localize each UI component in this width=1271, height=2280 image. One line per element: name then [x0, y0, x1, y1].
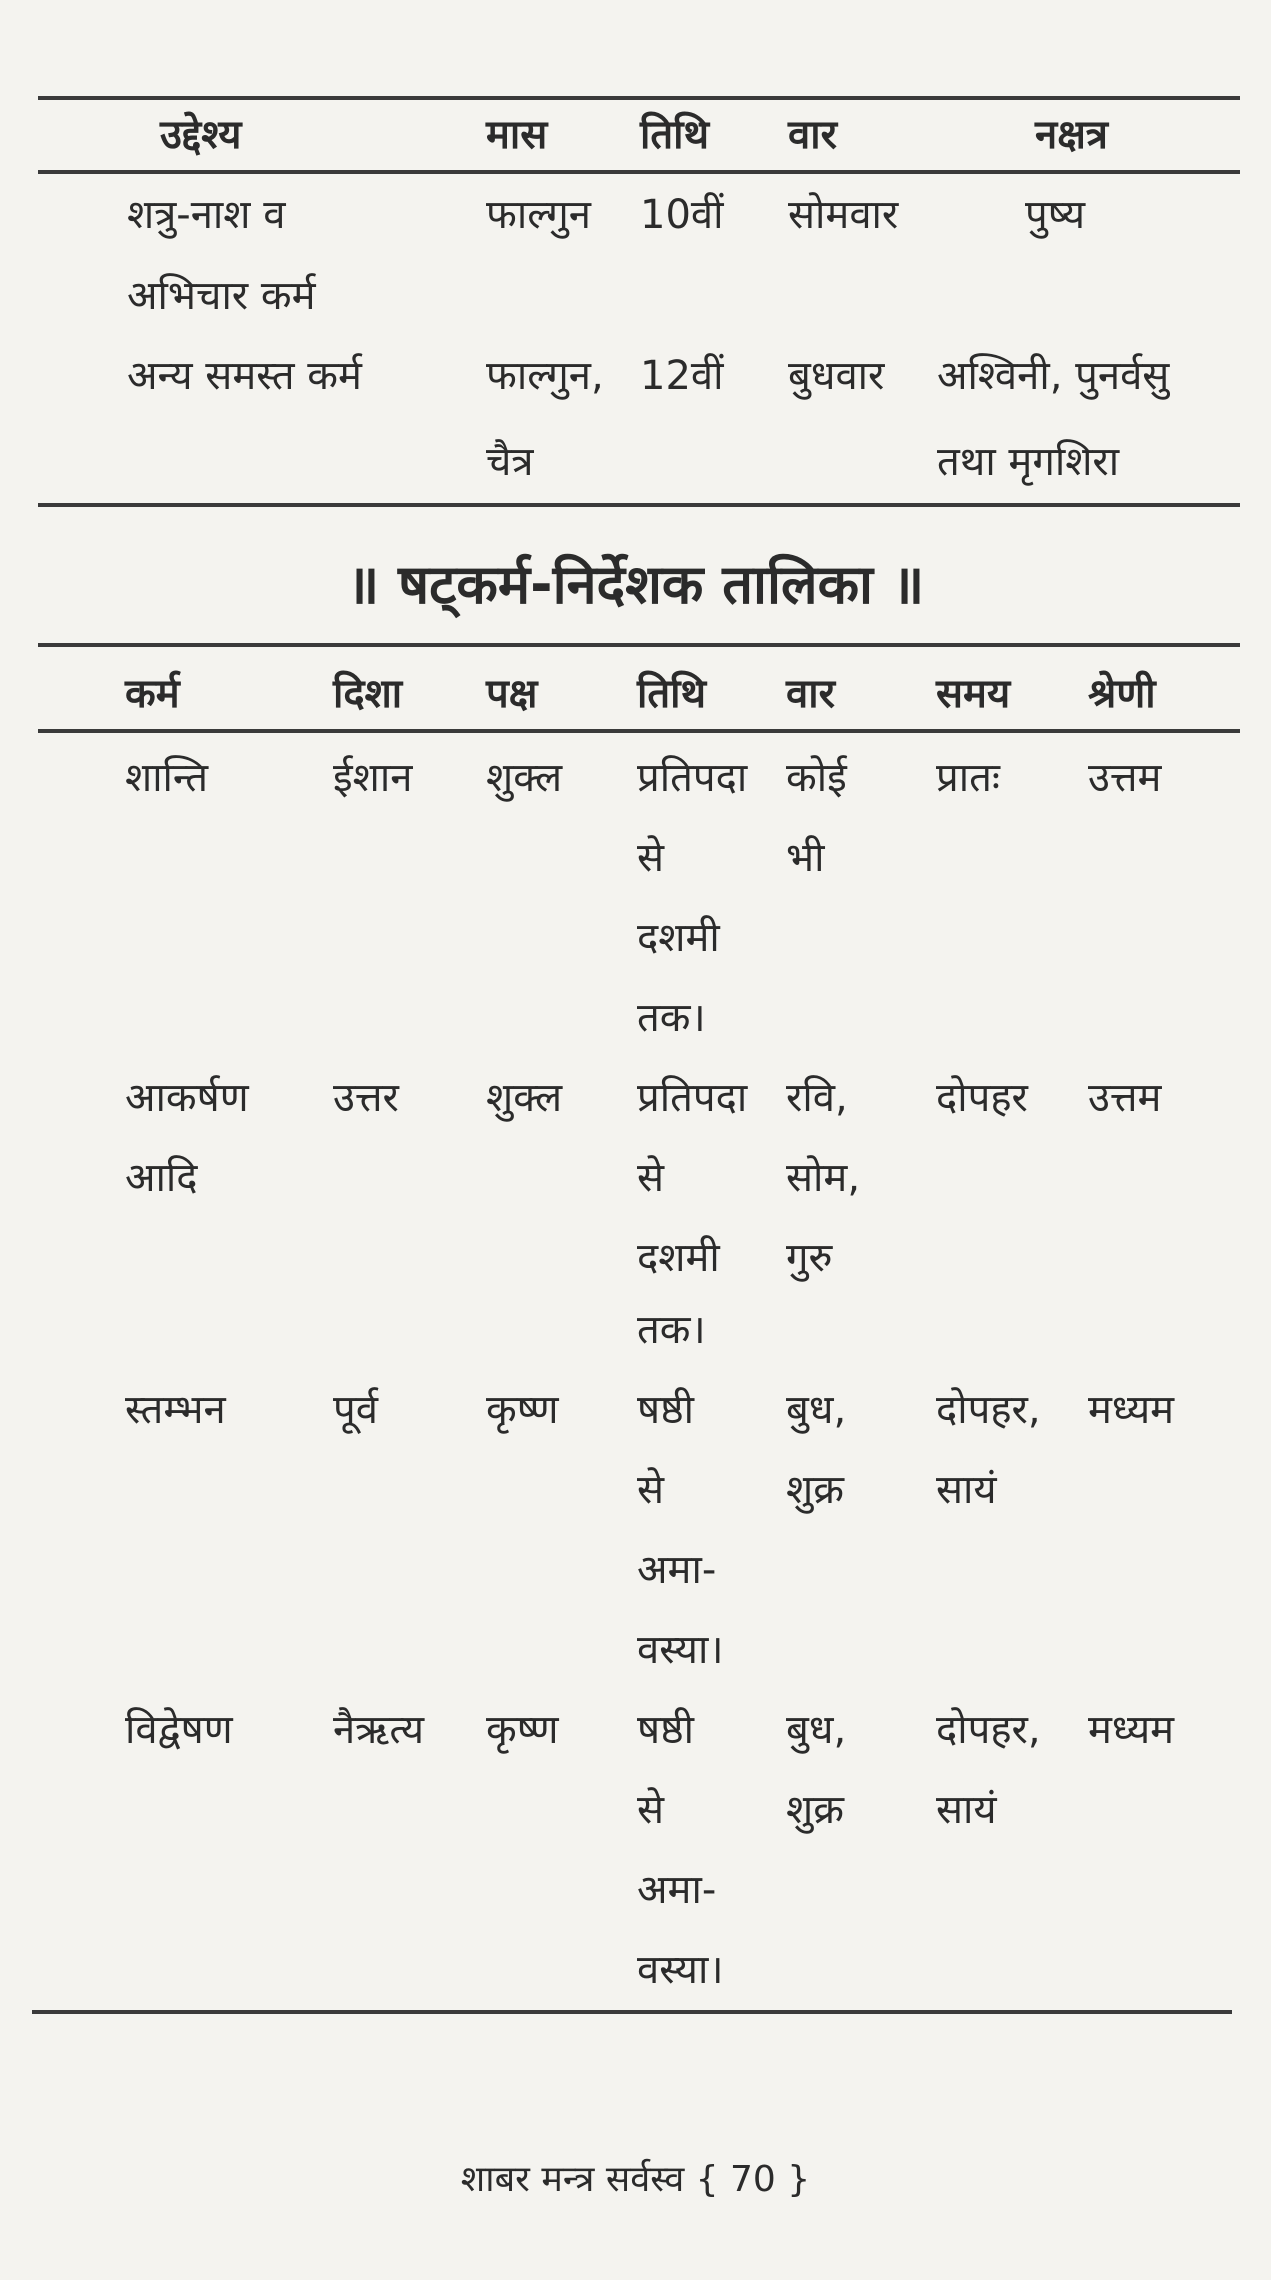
table2-row1-tithi-l3: दशमी	[637, 915, 720, 961]
table2-row2-vaar-l3: गुरु	[786, 1235, 833, 1281]
table1-header-tithi: तिथि	[640, 112, 710, 158]
table1-header-maas: मास	[486, 112, 548, 158]
table2-row3-vaar-l1: बुध,	[786, 1387, 847, 1433]
table2-row1-vaar-l1: कोई	[786, 755, 847, 801]
table1-header-vaar: वार	[788, 112, 837, 158]
table2-row4-tithi-l3: अमा-	[637, 1867, 717, 1913]
table2-bottom-rule	[32, 2010, 1232, 2014]
table1-row2-nakshatra-line1: अश्विनी, पुनर्वसु	[937, 353, 1170, 399]
table2-row2-shreni: उत्तम	[1088, 1075, 1162, 1121]
table2-header-tithi: तिथि	[637, 671, 707, 717]
table1-row2-nakshatra-line2: तथा मृगशिरा	[937, 439, 1120, 485]
table2-row3-disha: पूर्व	[333, 1387, 378, 1433]
table2-row2-paksha: शुक्ल	[486, 1075, 563, 1121]
table1-row2-maas-line1: फाल्गुन,	[486, 353, 604, 399]
table2-row2-tithi-l4: तक।	[637, 1307, 706, 1353]
table2-top-rule	[38, 643, 1240, 647]
table1-row1-uddeshya-line1: शत्रु-नाश व	[127, 192, 286, 238]
table2-row4-vaar-l1: बुध,	[786, 1707, 847, 1753]
table2-row4-karma: विद्वेषण	[125, 1707, 233, 1753]
table2-header-shreni: श्रेणी	[1088, 671, 1156, 717]
table2-row3-tithi-l1: षष्ठी	[637, 1387, 695, 1433]
table2-header-paksha: पक्ष	[486, 671, 538, 717]
table2-row3-shreni: मध्यम	[1088, 1387, 1175, 1433]
page-footer: शाबर मन्त्र सर्वस्व { 70 }	[460, 2159, 811, 2200]
table1-row2-maas-line2: चैत्र	[486, 439, 534, 485]
table2-row1-karma: शान्ति	[125, 755, 209, 801]
table2-row3-tithi-l2: से	[637, 1467, 665, 1513]
table2-row3-samay-l2: सायं	[936, 1467, 997, 1513]
table2-row3-vaar-l2: शुक्र	[786, 1467, 844, 1513]
table2-row3-karma: स्तम्भन	[125, 1387, 226, 1433]
table2-row2-samay: दोपहर	[936, 1075, 1028, 1121]
table1-row2-vaar: बुधवार	[788, 353, 885, 399]
page-title: ॥ षट्कर्म-निर्देशक तालिका ॥	[346, 553, 925, 616]
table2-row1-disha: ईशान	[333, 755, 413, 801]
table2-row3-paksha: कृष्ण	[486, 1387, 559, 1433]
table2-row3-tithi-l4: वस्या।	[637, 1627, 724, 1673]
table1-row2-tithi: 12वीं	[640, 353, 724, 399]
table1-bottom-rule	[38, 503, 1240, 507]
table2-row4-samay-l2: सायं	[936, 1787, 997, 1833]
table2-row2-tithi-l2: से	[637, 1155, 665, 1201]
table2-row2-vaar-l2: सोम,	[786, 1155, 861, 1201]
table2-row1-vaar-l2: भी	[786, 835, 825, 881]
table2-row1-tithi-l2: से	[637, 835, 665, 881]
table2-row2-karma-l1: आकर्षण	[125, 1075, 249, 1121]
table1-row1-nakshatra: पुष्य	[1025, 192, 1086, 238]
table1-row2-uddeshya: अन्य समस्त कर्म	[127, 353, 362, 399]
table2-row4-samay-l1: दोपहर,	[936, 1707, 1041, 1753]
table1-row1-maas: फाल्गुन	[486, 192, 591, 238]
table2-row4-paksha: कृष्ण	[486, 1707, 559, 1753]
table2-row4-tithi-l4: वस्या।	[637, 1947, 724, 1993]
table2-row4-tithi-l2: से	[637, 1787, 665, 1833]
table2-header-samay: समय	[936, 671, 1011, 717]
table2-row4-disha: नैऋत्य	[333, 1707, 425, 1753]
table2-row2-tithi-l1: प्रतिपदा	[637, 1075, 748, 1121]
table2-header-disha: दिशा	[333, 671, 403, 717]
table2-row1-tithi-l1: प्रतिपदा	[637, 755, 748, 801]
table2-row2-disha: उत्तर	[333, 1075, 399, 1121]
table1-header-nakshatra: नक्षत्र	[1035, 112, 1108, 158]
table1-row1-tithi: 10वीं	[640, 192, 724, 238]
table2-row3-samay-l1: दोपहर,	[936, 1387, 1041, 1433]
table2-row1-paksha: शुक्ल	[486, 755, 563, 801]
table2-row4-vaar-l2: शुक्र	[786, 1787, 844, 1833]
table1-header-uddeshya: उद्देश्य	[160, 112, 242, 158]
table2-row4-tithi-l1: षष्ठी	[637, 1707, 695, 1753]
table2-row1-shreni: उत्तम	[1088, 755, 1162, 801]
table2-row2-tithi-l3: दशमी	[637, 1235, 720, 1281]
table1-row1-vaar: सोमवार	[788, 192, 899, 238]
table1-row1-uddeshya-line2: अभिचार कर्म	[127, 273, 316, 319]
table2-header-karma: कर्म	[125, 671, 180, 717]
table2-row2-karma-l2: आदि	[125, 1155, 198, 1201]
table2-row1-samay: प्रातः	[936, 755, 1000, 801]
table2-row4-shreni: मध्यम	[1088, 1707, 1175, 1753]
table2-row3-tithi-l3: अमा-	[637, 1547, 717, 1593]
table2-row2-vaar-l1: रवि,	[786, 1075, 848, 1121]
table2-row1-tithi-l4: तक।	[637, 995, 706, 1041]
table2-header-vaar: वार	[786, 671, 835, 717]
